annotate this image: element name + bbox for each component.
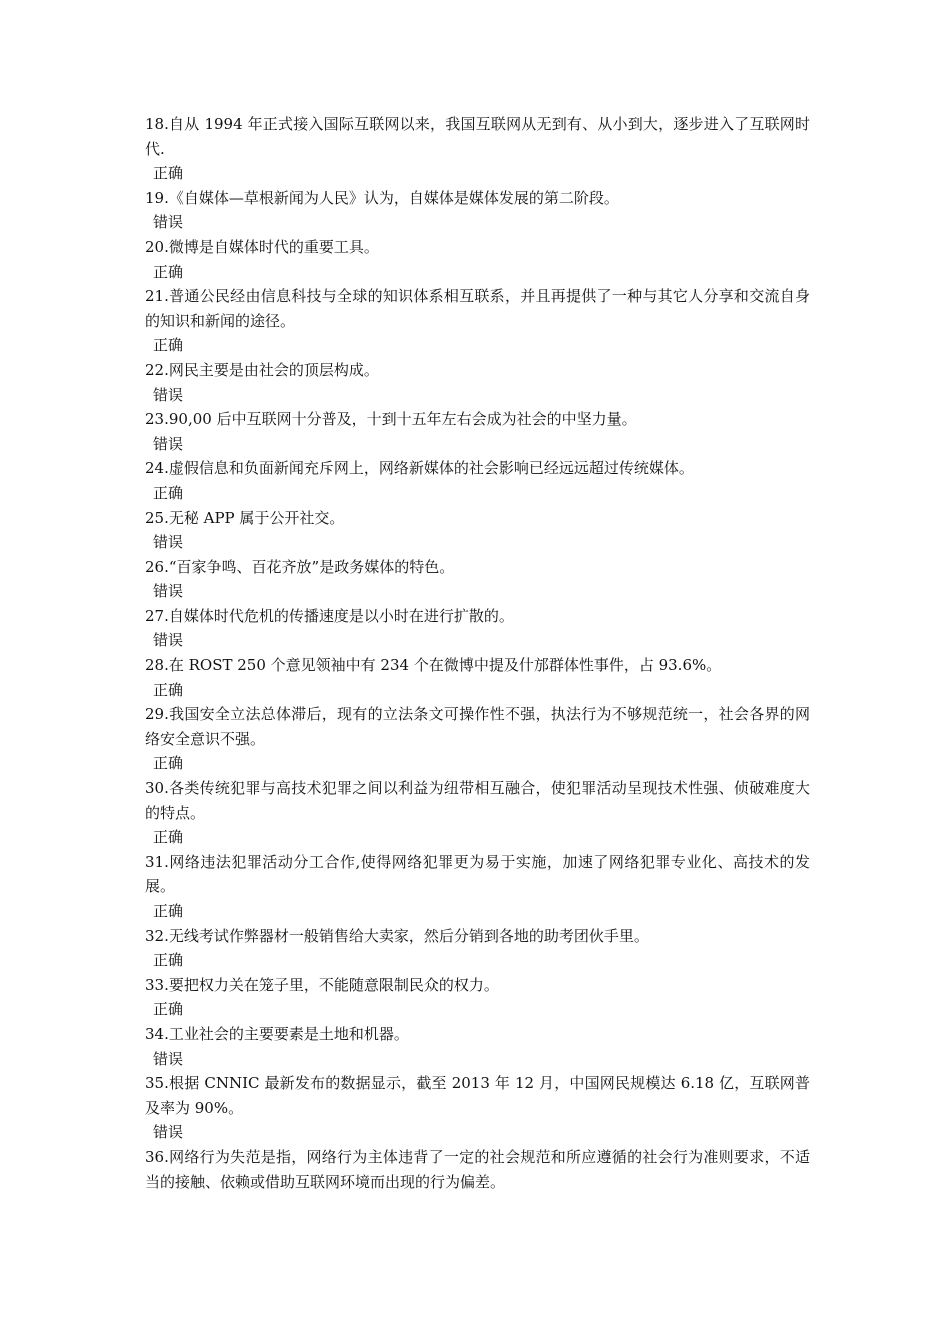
answer-18: 正确 [153,164,184,183]
answer-29: 正确 [153,754,184,773]
answer-24: 正确 [153,483,184,502]
question-20: 20.微博是自媒体时代的重要工具。 [145,237,379,256]
question-27: 27.自媒体时代危机的传播速度是以小时在进行扩散的。 [145,606,514,625]
answer-34: 错误 [153,1049,184,1068]
question-28: 28.在 ROST 250 个意见领袖中有 234 个在微博中提及什邡群体性事件，占 93.6%。 [145,656,722,675]
question-22: 22.网民主要是由社会的顶层构成。 [145,360,379,379]
question-25: 25.无秘 APP 属于公开社交。 [145,508,345,527]
answer-31: 正确 [153,902,184,920]
question-34: 34.工业社会的主要要素是土地和机器。 [145,1024,409,1043]
answer-25: 错误 [153,533,184,552]
answer-32: 正确 [153,951,184,970]
answer-22: 错误 [153,385,184,404]
answer-35: 错误 [153,1123,184,1142]
answer-26: 错误 [153,582,184,601]
answer-30: 正确 [153,828,184,847]
answer-21: 正确 [153,336,184,355]
answer-23: 错误 [153,434,184,453]
question-26: 26.“百家争鸣、百花齐放”是政务媒体的特色。 [145,557,455,576]
question-35: 35.根据 CNNIC 最新发布的数据显示，截至 2013 年 12 月，中国网民规模达 6.18 亿，互联网普及率为 90%。 [145,1074,810,1117]
question-29: 29.我国安全立法总体滞后，现有的立法条文可操作性不强，执法行为不够规范统一，社会各界的网络安全意识不强。 [145,705,810,748]
answer-19: 错误 [153,213,184,232]
question-21: 21.普通公民经由信息科技与全球的知识体系相互联系，并且再提供了一种与其它人分享和交流自身的知识和新闻的途径。 [145,287,810,330]
question-36: 36.网络行为失范是指，网络行为主体违背了一定的社会规范和所应遵循的社会行为准则要求，不适当的接触、依赖或借助互联网环境而出现的行为偏差。 [145,1147,810,1191]
answer-33: 正确 [153,1000,184,1019]
question-31: 31.网络违法犯罪活动分工合作,使得网络犯罪更为易于实施，加速了网络犯罪专业化、高技术的发展。 [145,852,810,896]
answer-20: 正确 [153,262,184,281]
question-19: 19.《自媒体—草根新闻为人民》认为，自媒体是媒体发展的第二阶段。 [145,188,619,207]
answer-27: 错误 [153,631,184,650]
question-30: 30.各类传统犯罪与高技术犯罪之间以利益为纽带相互融合，使犯罪活动呈现技术性强、侦破难度大的特点。 [145,779,810,822]
question-18: 18.自从 1994 年正式接入国际互联网以来，我国互联网从无到有、从小到大，逐步进入了互联网时代. [145,115,810,158]
answer-28: 正确 [153,680,184,699]
question-33: 33.要把权力关在笼子里，不能随意限制民众的权力。 [145,975,499,994]
document-page [145,112,810,1194]
question-24: 24.虚假信息和负面新闻充斥网上，网络新媒体的社会影响已经远远超过传统媒体。 [145,459,694,478]
question-32: 32.无线考试作弊器材一般销售给大卖家，然后分销到各地的助考团伙手里。 [145,926,649,945]
question-23: 23.90,00 后中互联网十分普及，十到十五年左右会成为社会的中坚力量。 [145,410,637,429]
